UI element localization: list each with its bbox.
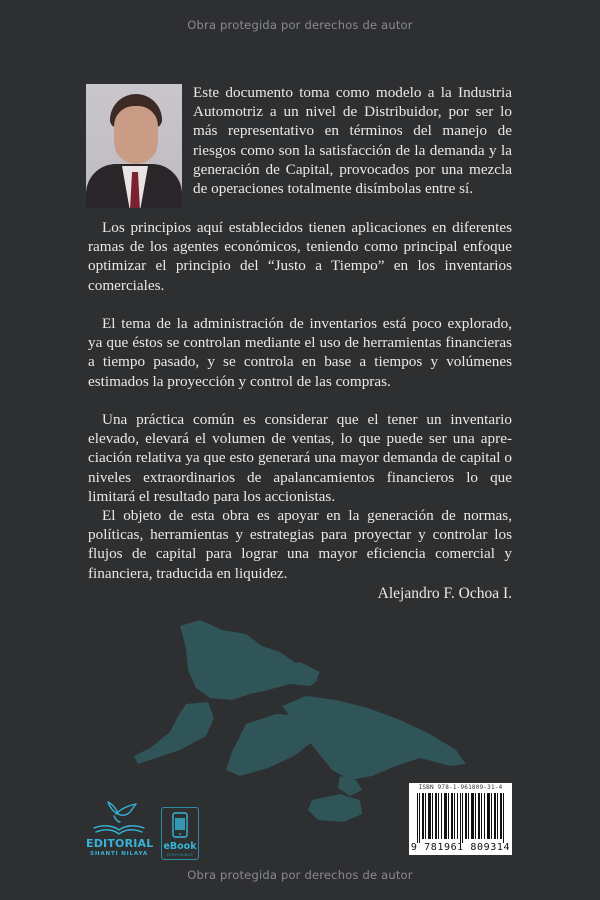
tablet-icon xyxy=(162,808,198,840)
body-paragraph-practice: Una práctica común es considerar que el tener un inventario elevado, elevará el volumen de ventas, lo que puede ser una apreciación relativa ya que esto generará una mayor demanda de capital o niveles extraordinarios de apalancamientos financieros lo que limitará el resultado para los accionistas. xyxy=(88,411,512,505)
copyright-watermark-bottom: Obra protegida por derechos de autor xyxy=(187,868,413,882)
author-photo xyxy=(86,84,182,208)
hummingbird-book-icon xyxy=(86,798,152,838)
isbn-label: ISBN 978-1-961809-31-4 xyxy=(418,784,503,791)
publisher-name: EDITORIAL xyxy=(86,837,154,850)
publisher-logo xyxy=(86,798,152,862)
isbn-barcode xyxy=(409,783,512,855)
body-paragraph-inventory: El tema de la administración de inventarios está poco explorado, ya que éstos se controlan mediante el uso de herramientas financieras a tiempo pasado, y se controla en base a tiempos y volúmenes estimados la proyección y control de las compras. xyxy=(88,315,512,390)
copyright-watermark-top: Obra protegida por derechos de autor xyxy=(187,18,413,32)
ebook-sublabel: DISPONIBLE xyxy=(167,852,193,857)
body-paragraph-principles: Los principios aquí establecidos tienen aplicaciones en diferentes ramas de los agentes económicos, teniendo como principal enfoque optimizar el principio del “Justo a Tiempo” en los inventarios comerciales. xyxy=(88,219,512,294)
ebook-available-badge xyxy=(161,807,199,860)
ebook-label: eBook xyxy=(163,841,197,852)
barcode-bars xyxy=(417,793,505,843)
publisher-subname: SHANTI NILAYA xyxy=(90,851,148,857)
barcode-digits: 9 781961 809314 xyxy=(410,842,511,853)
intro-paragraph: Este documento toma como modelo a la Industria Automotriz a un nivel de Distribuidor, por ser lo más representativo en términos del manejo de riesgos como son la satisfacción de la demanda y la generación de Capital, provocados por una mezcla de operaciones totalmente disímbolas entre sí. xyxy=(193,84,512,198)
photo-face xyxy=(114,106,158,164)
body-paragraph-objective: El objeto de esta obra es apoyar en la generación de normas, políticas, herramientas y estrategias para proyectar y controlar los flujos de capital para lograr una mayor eficiencia comercial y financiera, traducida en liquidez. xyxy=(88,507,512,582)
author-signature: Alejandro F. Ochoa I. xyxy=(377,585,512,602)
